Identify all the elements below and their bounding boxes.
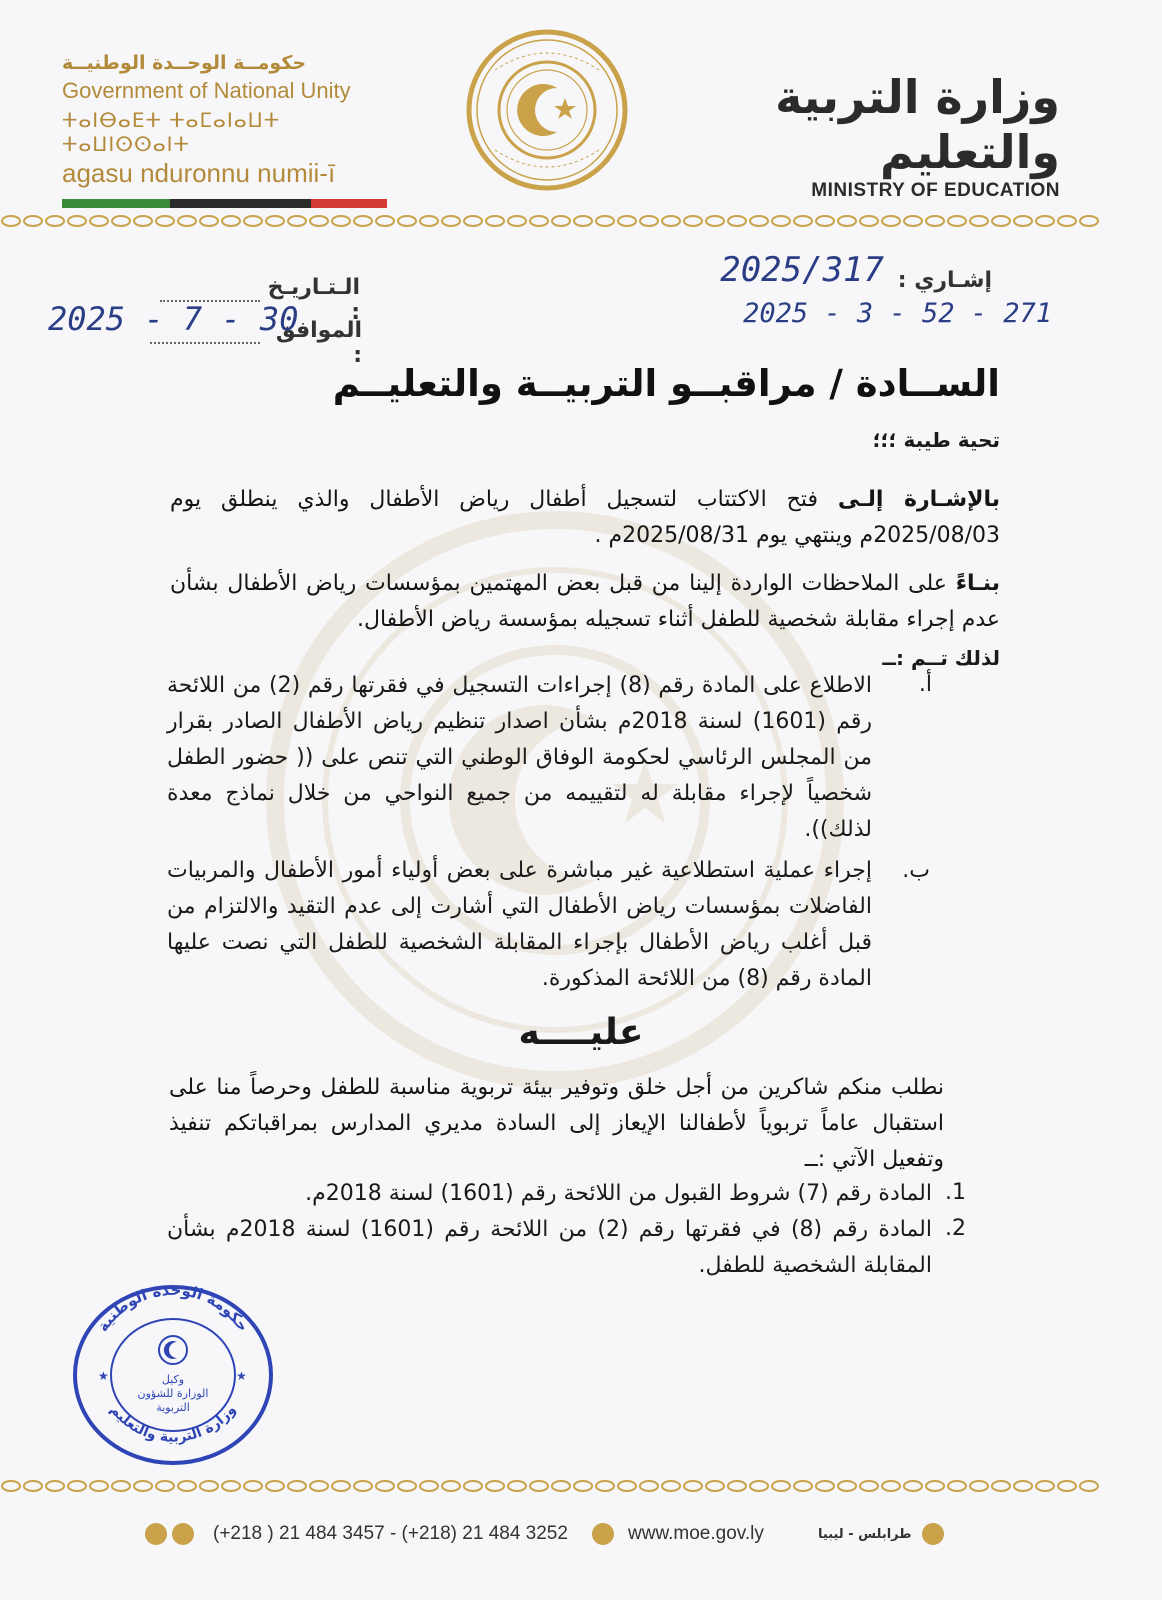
equivalent-date-dotted-line: [150, 342, 260, 344]
globe-icon: [592, 1523, 614, 1545]
numbered-item-2-marker: 2.: [945, 1216, 966, 1241]
government-name-tifinagh: ⵜⴰⵏⴱⴰⴹⵜ ⵜⴰⵎⴰⵏⴰⵡⵜ ⵜⴰⵡⵏⵙⵙⴰⵏⵜ: [62, 108, 281, 156]
svg-text:حكومة الوحدة الوطنية: [93, 1281, 252, 1335]
therefore-heading: لذلك تــم :ــ: [882, 646, 1000, 670]
item-a-marker: أ.: [918, 672, 932, 697]
ministry-name-english: MINISTRY OF EDUCATION: [811, 180, 1060, 202]
date-label: الـتـاريـخ :: [267, 275, 360, 325]
footer: [0, 1520, 1162, 1560]
svg-text:★: ★: [98, 1369, 109, 1383]
equivalent-date-value: 2025 - 7 - 30: [48, 300, 299, 338]
flag-color-bar: [62, 199, 387, 208]
chain-divider-top: [0, 213, 1100, 229]
item-b-text: إجراء عملية استطلاعية غير مباشرة على بعض أولياء أمور الأطفال والمربيات الفاضلات بمؤسسات رياض الأطفال التي أشارت إلى عدم التقيد والالتزام من قبل أغلب رياض الأطفال بإجراء المقابلة الشخصية للطفل التي نصت عليها المادة رقم (8) من اللائحة المذكورة.: [167, 858, 872, 991]
paragraph-request: نطلب منكم شاكرين من أجل خلق وتوفير بيئة تربوية مناسبة للطفل وحرصاً منا على استقبال عاماً تربوياً لأطفالنا الإيعاز إلى السادة مديري المدارس بمراقباتكم تنفيذ وتفعيل الآتي :ــ: [169, 1075, 944, 1172]
stamp-bottom-text: وزارة التربية والتعليم: [106, 1401, 240, 1446]
stamp-line-3: التربوية: [156, 1401, 190, 1414]
footer-phone-numbers: (+218 ) 21 484 3457 - (+218) 21 484 3252: [213, 1523, 568, 1544]
item-a-text: الاطلاع على المادة رقم (8) إجراءات التسجيل في فقرتها رقم (2) من اللائحة رقم (1601) لسنة 2018م بشأن اصدار تنظيم رياض الأطفال الصادر بقرار من المجلس الرئاسي لحكومة الوفاق الوطني التي تنص على (( حضور الطفل شخصياً لإجراء مقابلة له لتقييمه من جميع النواحي من خلال نماذج معدة لذلك)).: [167, 673, 872, 842]
reference-number-secondary: 2025 - 3 - 52 - 271: [743, 298, 1052, 329]
numbered-item-2-text: المادة رقم (8) في فقرتها رقم (2) من اللائحة رقم (1601) لسنة 2018م بشأن المقابلة الشخصية للطفل.: [167, 1217, 932, 1278]
svg-text:★: ★: [236, 1369, 247, 1383]
paragraph-basis: [170, 566, 1000, 638]
numbered-item-1-text: المادة رقم (7) شروط القبول من اللائحة رقم (1601) لسنة 2018م.: [305, 1181, 932, 1206]
paragraph-reference-text: فتح الاكتتاب لتسجيل أطفال رياض الأطفال والذي ينطلق يوم 2025/08/03م وينتهي يوم 2025/08/31م .: [170, 487, 1000, 548]
ministry-branding: [760, 70, 1060, 202]
reference-label: إشـاري :: [897, 268, 992, 293]
item-b-marker: ب.: [902, 858, 930, 883]
letter-greeting: تحية طيبة ؛؛؛: [872, 428, 1000, 452]
fax-icon: [172, 1523, 194, 1545]
government-branding: [62, 52, 392, 208]
reference-number: 2025/317: [720, 250, 884, 290]
numbered-item-1-marker: 1.: [945, 1180, 966, 1205]
ministry-name-arabic: وزارة التربية والتعليم: [775, 70, 1060, 180]
official-stamp: [68, 1280, 278, 1470]
footer-website[interactable]: www.moe.gov.ly: [628, 1523, 764, 1544]
footer-location: طرابلس - ليبيا: [818, 1527, 912, 1542]
paragraph-reference: [170, 482, 1000, 554]
paragraph-basis-text: على الملاحظات الواردة إلينا من قبل بعض المهتمين بمؤسسات رياض الأطفال بشأن عدم إجراء مقابلة شخصية للطفل أثناء تسجيله بمؤسسة رياض الأطفال.: [170, 571, 1000, 632]
government-name-amazigh: agasu nduronnu numii-ī: [62, 158, 336, 188]
stamp-line-1: وكيل: [161, 1373, 185, 1386]
government-name-english: Government of National Unity: [62, 78, 351, 103]
location-pin-icon: [922, 1523, 944, 1545]
stamp-line-2: الوزارة للشؤون: [137, 1387, 209, 1400]
chain-divider-bottom: [0, 1478, 1100, 1494]
therefore-title: عليــــه: [518, 1012, 644, 1053]
government-name-arabic: حكومــة الوحــدة الوطنيــة: [62, 52, 307, 74]
paragraph-basis-lead: بنـاءً: [955, 571, 1000, 596]
phone-icon: [145, 1523, 167, 1545]
government-emblem-icon: [465, 28, 630, 193]
stamp-top-text: حكومة الوحدة الوطنية: [93, 1280, 253, 1336]
equivalent-date-label: الموافق :: [275, 318, 362, 368]
paragraph-reference-lead: بالإشـارة إلـى: [837, 487, 1000, 512]
letter-addressee: الســادة / مراقبــو التربيــة والتعليــم: [332, 362, 1000, 405]
